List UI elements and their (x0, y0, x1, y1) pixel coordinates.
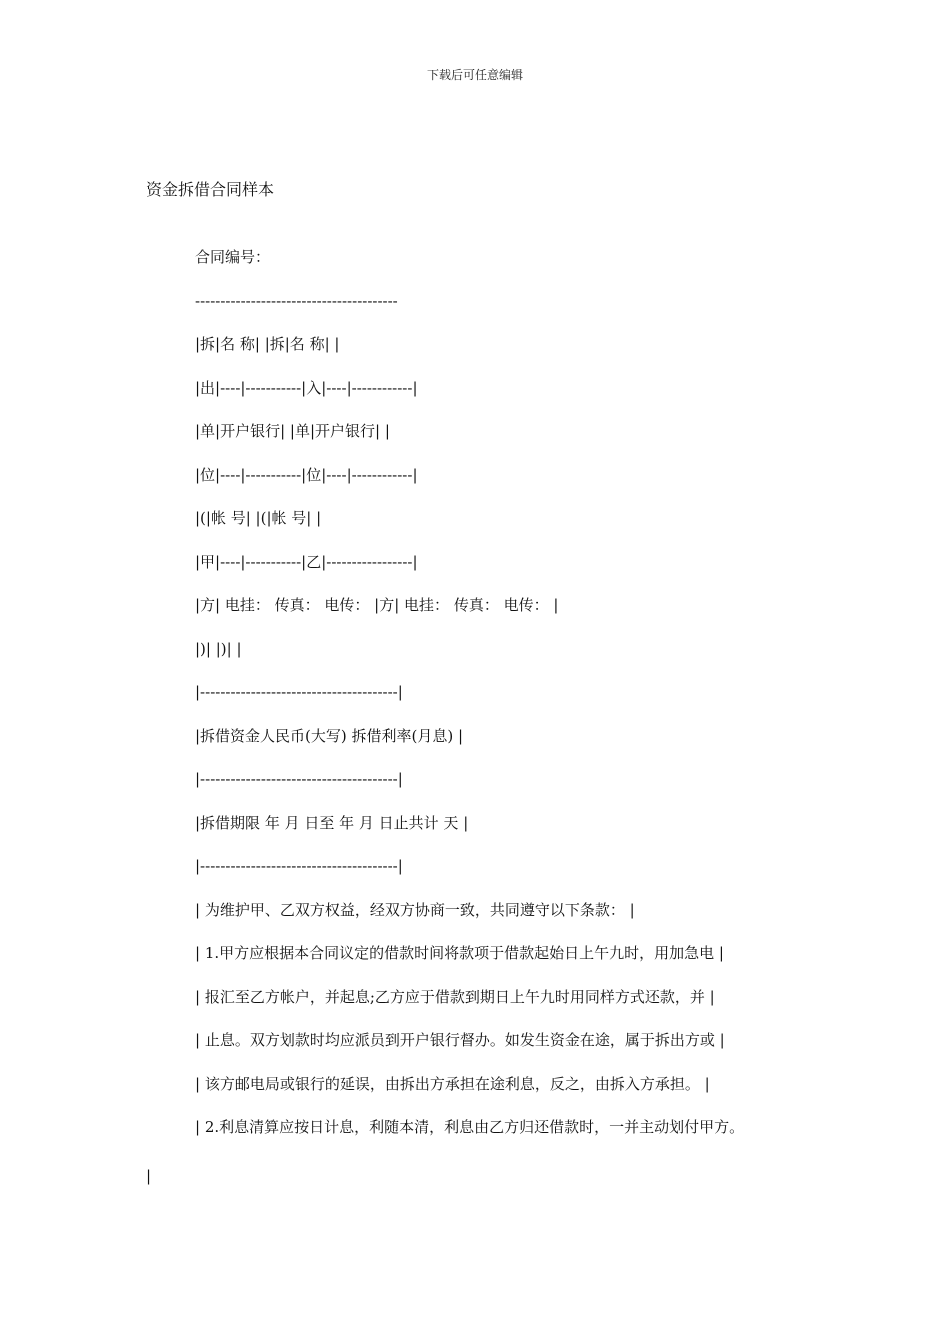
table-row: |位|----|-----------|位|----|------------| (195, 465, 418, 484)
clause-line: | 该方邮电局或银行的延误，由拆出方承担在途利息，反之，由拆入方承担。 | (195, 1074, 710, 1093)
contract-number-line: 合同编号： (195, 248, 271, 266)
table-row: |拆借资金人民币(大写) 拆借利率(月息) | (195, 726, 464, 745)
table-row: |(|帐 号| |(|帐 号| | (195, 509, 322, 527)
document-title: 资金拆借合同样本 (146, 180, 275, 199)
table-row: |---------------------------------------| (195, 770, 403, 788)
clause-line: | 报汇至乙方帐户，并起息;乙方应于借款到期日上午九时用同样方式还款，并 | (195, 987, 715, 1006)
divider-line: ---------------------------------------- (195, 291, 398, 310)
table-row: |出|----|-----------|入|----|------------| (195, 378, 418, 397)
clause-line: | 1.甲方应根据本合同议定的借款时间将款项于借款起始日上午九时，用加急电 | (195, 944, 724, 962)
table-row: |方| 电挂： 传真： 电传： |方| 电挂： 传真： 电传： | (195, 596, 559, 614)
clause-line: | 为维护甲、乙双方权益，经双方协商一致，共同遵守以下条款： | (195, 900, 635, 919)
table-row: |拆借期限 年 月 日至 年 月 日止共计 天 | (195, 813, 469, 832)
clause-line: | 2.利息清算应按日计息，利随本清，利息由乙方归还借款时，一并主动划付甲方。 (195, 1118, 745, 1136)
clause-line: | 止息。双方划款时均应派员到开户银行督办。如发生资金在途，属于拆出方或 | (195, 1031, 725, 1049)
table-row: |拆|名 称| |拆|名 称| | (195, 335, 340, 353)
page-header: 下载后可任意编辑 (426, 68, 523, 82)
table-row: |)| |)| | (195, 639, 242, 658)
document-body (195, 247, 895, 1161)
table-row: |---------------------------------------| (195, 857, 403, 875)
trailing-bar: | (146, 1167, 152, 1185)
table-row: |---------------------------------------| (195, 683, 403, 701)
table-row: |单|开户银行| |单|开户银行| | (195, 422, 390, 440)
table-row: |甲|----|-----------|乙|-----------------| (195, 552, 418, 571)
